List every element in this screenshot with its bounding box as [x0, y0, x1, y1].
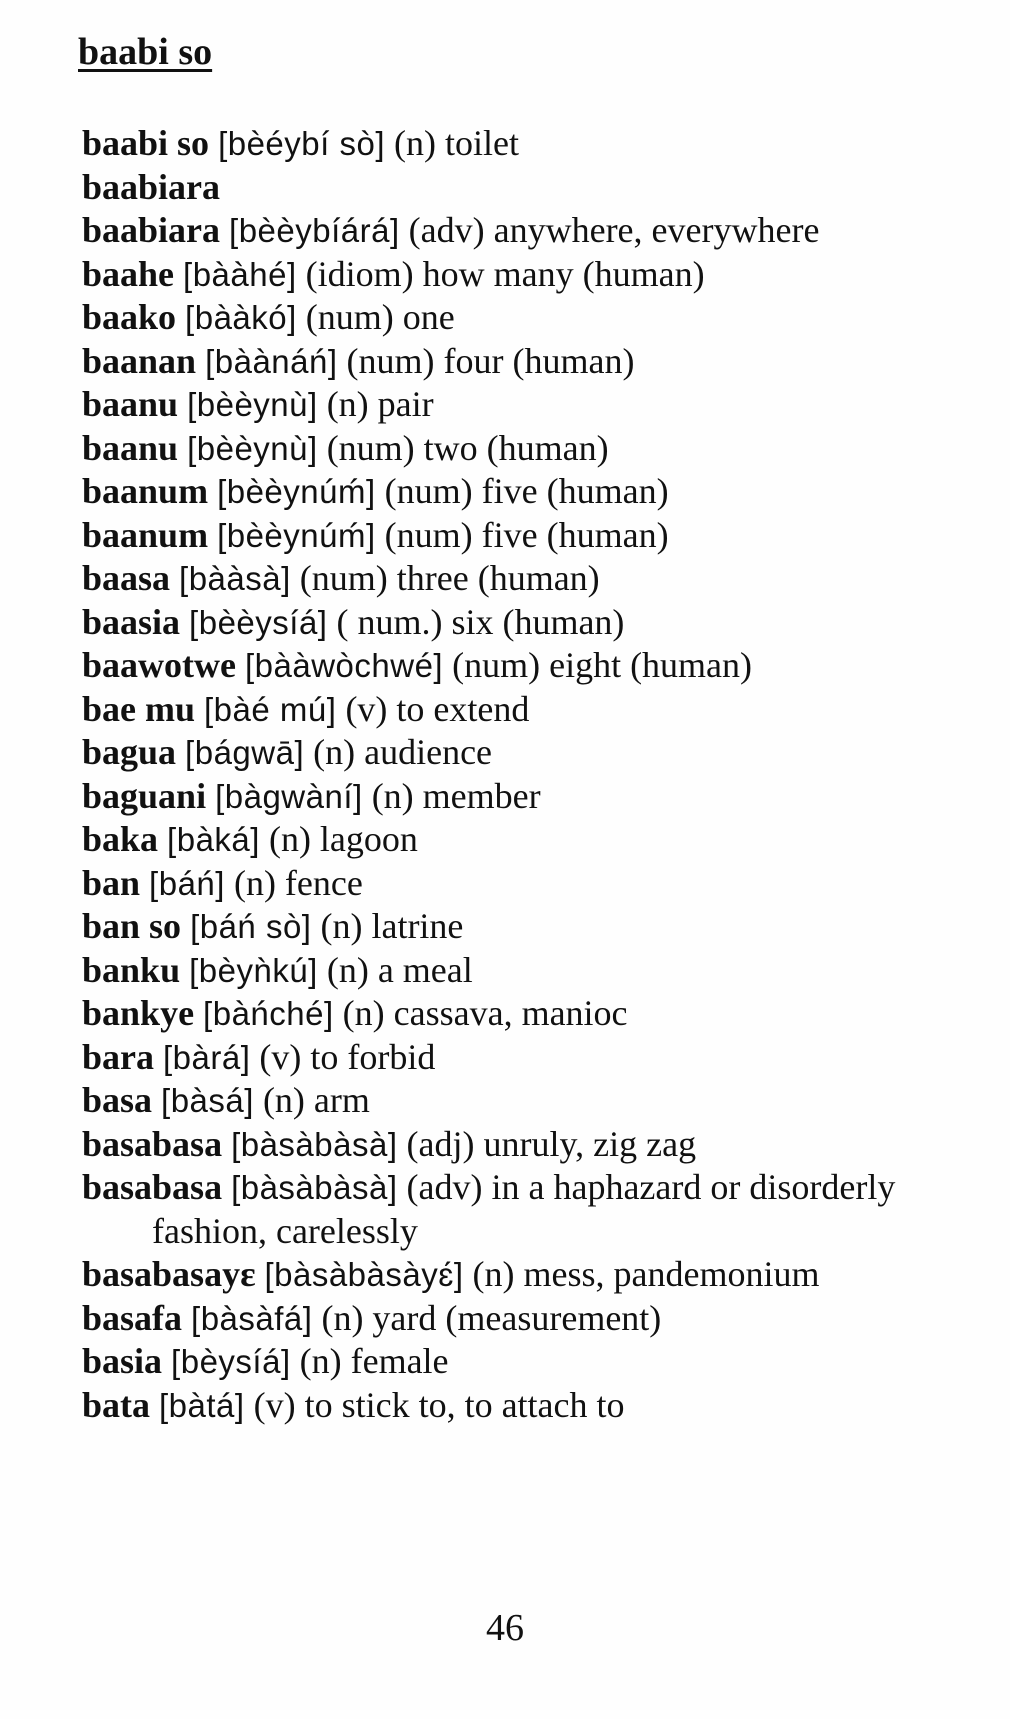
entry-headword: basia: [82, 1341, 163, 1381]
dictionary-entry: [82, 775, 982, 819]
entry-pronunciation: [bàsàbàsà]: [231, 1169, 398, 1206]
entry-gloss: (num) eight (human): [452, 645, 753, 685]
dictionary-entry: [82, 514, 982, 558]
dictionary-entry: [82, 1253, 982, 1297]
entry-pronunciation: [bàsá]: [161, 1082, 254, 1119]
entry-headword: bagua: [82, 732, 177, 772]
entry-gloss: (n) pair: [326, 384, 434, 424]
entry-gloss: (n) yard (measurement): [321, 1297, 662, 1338]
entry-gloss: (n) fence: [233, 862, 363, 903]
entry-gloss: (num) one: [305, 297, 455, 337]
entry-pronunciation: [bàgwàní]: [215, 777, 363, 815]
entry-headword: basafa: [82, 1297, 183, 1338]
entry-pronunciation: [bágwā]: [185, 734, 305, 771]
entry-gloss: (adv) anywhere, everywhere: [408, 210, 820, 250]
entry-headword: bara: [82, 1036, 154, 1077]
entry-gloss: (num) three (human): [299, 558, 600, 598]
dictionary-entry: [82, 557, 982, 601]
entry-pronunciation: [bèysíá]: [171, 1343, 291, 1380]
dictionary-entry: [82, 992, 982, 1036]
entry-gloss: (n) toilet: [394, 123, 519, 163]
entry-headword: bae mu: [82, 688, 196, 729]
entry-headword: basabasa: [82, 1123, 223, 1164]
entry-pronunciation: [bààsà]: [179, 560, 291, 597]
entry-pronunciation: [bàsàbàsà]: [231, 1125, 398, 1163]
entry-headword: baanu: [82, 427, 179, 468]
entry-headword: baanu: [82, 384, 179, 424]
entry-pronunciation: [bàé mú]: [204, 690, 337, 728]
entry-gloss: (n) cassava, manioc: [342, 993, 628, 1033]
entry-headword: baabi so: [82, 123, 210, 163]
dictionary-entry: [82, 731, 982, 775]
entry-pronunciation: [bèèynù]: [187, 386, 318, 423]
entry-gloss: (num) two (human): [326, 427, 609, 468]
entry-list: [82, 122, 982, 1427]
entry-headword: baabiara: [82, 210, 221, 250]
entry-headword: baako: [82, 297, 177, 337]
entry-pronunciation: [bèèynúḿ]: [217, 516, 376, 554]
entry-gloss: (n) audience: [313, 732, 493, 772]
entry-headword: bata: [82, 1384, 151, 1425]
entry-pronunciation: [bèèysíá]: [189, 603, 328, 641]
entry-pronunciation: [bààhé]: [183, 255, 297, 293]
dictionary-entry: [82, 383, 982, 427]
dictionary-entry: [82, 601, 982, 645]
entry-headword: baasa: [82, 558, 171, 598]
entry-gloss: (num) four (human): [346, 340, 635, 381]
entry-headword: basa: [82, 1080, 153, 1120]
dictionary-entry: [82, 1036, 982, 1080]
dictionary-entry: [82, 1166, 982, 1253]
dictionary-entry: [82, 122, 982, 166]
dictionary-entry: [82, 253, 982, 297]
entry-gloss: (n) mess, pandemonium: [472, 1254, 820, 1294]
entry-gloss: (n) a meal: [326, 949, 473, 990]
entry-headword: baawotwe: [82, 645, 236, 685]
dictionary-entry: [82, 470, 982, 514]
dictionary-entry: [82, 340, 982, 384]
page-number: 46: [486, 1607, 524, 1649]
entry-pronunciation: [bàsàfá]: [191, 1299, 313, 1337]
entry-headword: ban: [82, 862, 141, 903]
entry-pronunciation: [bèyǹkú]: [189, 951, 318, 989]
entry-headword: bankye: [82, 993, 195, 1033]
running-head: baabi so: [78, 31, 213, 73]
entry-gloss: (num) five (human): [384, 514, 669, 555]
entry-pronunciation: [bèéybí sò]: [218, 125, 386, 162]
entry-gloss: (v) to stick to, to attach to: [253, 1384, 625, 1425]
entry-gloss: (v) to extend: [345, 688, 530, 729]
entry-pronunciation: [bàńché]: [203, 995, 334, 1032]
entry-pronunciation: [bàànáń]: [205, 342, 338, 380]
entry-pronunciation: [bàká]: [167, 821, 260, 858]
entry-gloss: (n) latrine: [320, 906, 464, 946]
entry-gloss: (adj) unruly, zig zag: [406, 1123, 697, 1164]
entry-headword: baanum: [82, 514, 209, 555]
entry-gloss: (n) female: [299, 1341, 449, 1381]
entry-headword: basabasa: [82, 1167, 223, 1207]
entry-headword: baabiara: [82, 166, 221, 207]
dictionary-entry: [82, 862, 982, 906]
dictionary-entry: [82, 1340, 982, 1384]
entry-pronunciation: [bèèynù]: [187, 429, 318, 467]
dictionary-entry: [82, 644, 982, 688]
entry-pronunciation: [bààwòchwé]: [244, 647, 444, 684]
entry-pronunciation: [báń sò]: [190, 908, 312, 945]
entry-headword: banku: [82, 949, 181, 990]
dictionary-entry: [82, 688, 982, 732]
entry-pronunciation: [bààkó]: [185, 299, 297, 336]
dictionary-entry: [82, 818, 982, 862]
entry-gloss: (n) lagoon: [268, 819, 418, 859]
dictionary-entry: [82, 949, 982, 993]
dictionary-entry: [82, 209, 982, 253]
entry-gloss: (idiom) how many (human): [305, 253, 705, 294]
dictionary-entry: [82, 1297, 982, 1341]
entry-pronunciation: [bàrá]: [163, 1038, 251, 1076]
dictionary-entry: [82, 296, 982, 340]
entry-pronunciation: [bèèynúḿ]: [217, 473, 376, 510]
entry-headword: basabasayɛ: [82, 1254, 256, 1294]
entry-headword: baguani: [82, 775, 207, 816]
entry-gloss: (n) member: [371, 775, 541, 816]
entry-headword: ban so: [82, 906, 182, 946]
dictionary-entry: [82, 1079, 982, 1123]
dictionary-entry: [82, 1384, 982, 1428]
entry-gloss: (adv) in a haphazard or disorderly fashion, carelessly: [152, 1167, 896, 1251]
dictionary-entry: [82, 166, 982, 210]
entry-pronunciation: [bèèybíárá]: [229, 212, 400, 249]
entry-pronunciation: [bàtá]: [159, 1386, 245, 1424]
entry-headword: baanan: [82, 340, 197, 381]
dictionary-entry: [82, 1123, 982, 1167]
entry-headword: baanum: [82, 471, 209, 511]
entry-gloss: (v) to forbid: [259, 1036, 436, 1077]
entry-pronunciation: [báń]: [149, 864, 225, 902]
entry-headword: baasia: [82, 601, 181, 642]
entry-headword: baka: [82, 819, 159, 859]
entry-headword: baahe: [82, 253, 175, 294]
entry-gloss: (num) five (human): [384, 471, 669, 511]
entry-gloss: ( num.) six (human): [336, 601, 625, 642]
dictionary-entry: [82, 905, 982, 949]
entry-pronunciation: [bàsàbàsàyɛ́]: [264, 1256, 464, 1293]
dictionary-entry: [82, 427, 982, 471]
entry-gloss: (n) arm: [262, 1080, 370, 1120]
